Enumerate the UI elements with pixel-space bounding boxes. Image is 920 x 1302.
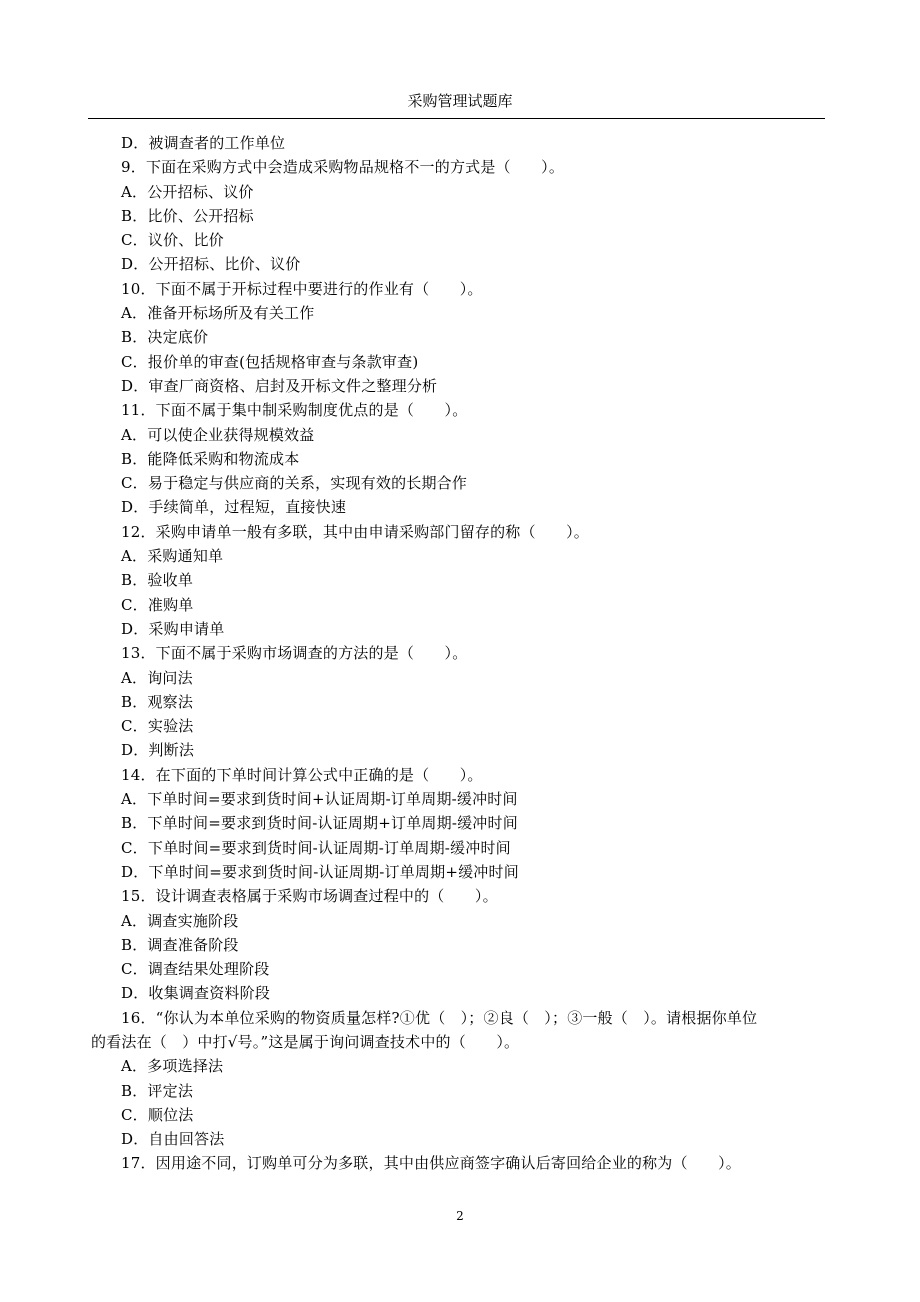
option-line: B．下单时间=要求到货时间-认证周期+订单周期-缓冲时间 <box>121 814 518 833</box>
question-line: 14．在下面的下单时间计算公式中正确的是（ ）。 <box>121 765 483 784</box>
option-line: C．易于稳定与供应商的关系，实现有效的长期合作 <box>121 474 468 493</box>
option-line: D．手续简单，过程短，直接快速 <box>121 498 347 517</box>
option-line: D．自由回答法 <box>121 1130 225 1149</box>
option-line: B．验收单 <box>121 571 194 590</box>
option-line: C．顺位法 <box>121 1105 194 1124</box>
option-line: A．可以使企业获得规模效益 <box>121 425 315 444</box>
question-line: 15．设计调查表格属于采购市场调查过程中的（ ）。 <box>121 887 498 906</box>
option-line: B．能降低采购和物流成本 <box>121 449 300 468</box>
document-body <box>0 131 920 1176</box>
option-line: A．询问法 <box>121 668 193 687</box>
question-line: 12．采购申请单一般有多联，其中由申请采购部门留存的称（ ）。 <box>121 522 589 541</box>
question-line: 17．因用途不同，订购单可分为多联，其中由供应商签字确认后寄回给企业的称为（ ）。 <box>121 1154 741 1173</box>
option-line: A．公开招标、议价 <box>121 182 254 201</box>
option-line: D．审查厂商资格、启封及开标文件之整理分析 <box>121 376 438 395</box>
option-line: C．报价单的审查(包括规格审查与条款审查) <box>121 352 419 371</box>
header-rule <box>88 118 825 119</box>
option-line: A．准备开标场所及有关工作 <box>121 304 315 323</box>
option-line: A．调查实施阶段 <box>121 911 239 930</box>
question-line: 10．下面不属于开标过程中要进行的作业有（ ）。 <box>121 279 483 298</box>
option-line: A．下单时间=要求到货时间+认证周期-订单周期-缓冲时间 <box>121 790 518 809</box>
option-line: C．议价、比价 <box>121 231 224 250</box>
question-line: 11．下面不属于集中制采购制度优点的是（ ）。 <box>121 401 468 420</box>
page-header-title: 采购管理试题库 <box>407 92 513 110</box>
question-line: 13．下面不属于采购市场调查的方法的是（ ）。 <box>121 644 468 663</box>
option-line: D．下单时间=要求到货时间-认证周期-订单周期+缓冲时间 <box>121 862 519 881</box>
option-line: B．观察法 <box>121 692 194 711</box>
text-line: D．被调查者的工作单位 <box>121 134 286 152</box>
option-line: C．下单时间=要求到货时间-认证周期-订单周期-缓冲时间 <box>121 838 511 857</box>
question-line-continued: 的看法在（ ）中打√号。”这是属于询问调查技术中的（ ）。 <box>91 1032 520 1051</box>
option-line: D．采购申请单 <box>121 619 225 638</box>
option-line: B．比价、公开招标 <box>121 206 254 225</box>
option-line: B．调查准备阶段 <box>121 935 239 954</box>
option-line: D．收集调查资料阶段 <box>121 984 271 1003</box>
option-line: B．决定底价 <box>121 328 209 347</box>
question-line: 16．“你认为本单位采购的物资质量怎样?①优（ ）；②良（ ）；③一般（ ）。请根据你单位 <box>121 1008 758 1027</box>
option-line: C．准购单 <box>121 595 194 614</box>
option-line: A．多项选择法 <box>121 1057 224 1076</box>
question-line: 9．下面在采购方式中会造成采购物品规格不一的方式是（ ）。 <box>121 158 565 177</box>
option-line: C．实验法 <box>121 717 194 736</box>
option-line: D．判断法 <box>121 741 195 760</box>
option-line: A．采购通知单 <box>121 547 224 566</box>
option-line: B．评定法 <box>121 1081 194 1100</box>
page-number: 2 <box>456 1209 464 1223</box>
option-line: C．调查结果处理阶段 <box>121 960 270 979</box>
option-line: D．公开招标、比价、议价 <box>121 255 301 274</box>
